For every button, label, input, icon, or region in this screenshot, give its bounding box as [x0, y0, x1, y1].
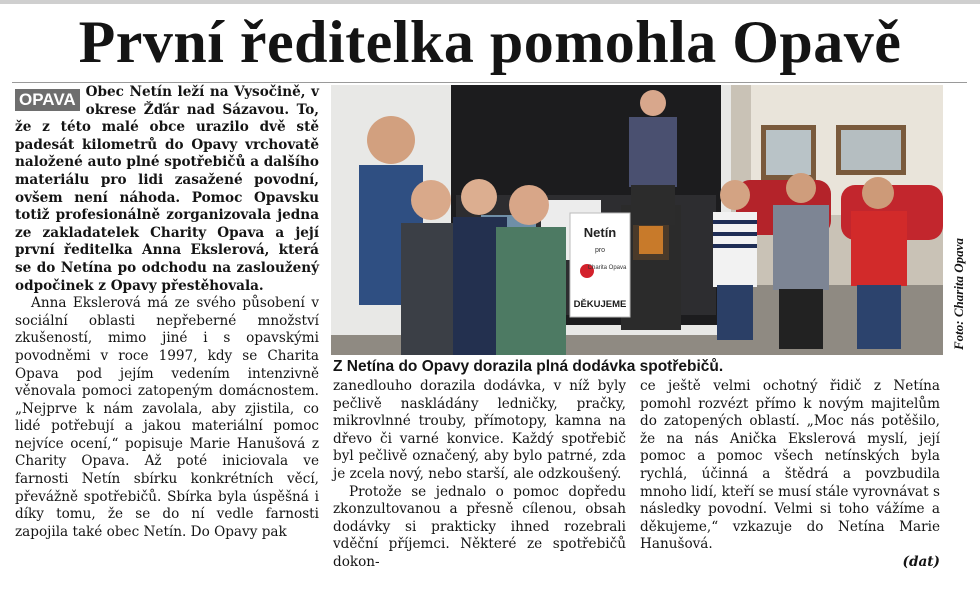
- article-body-paragraph: Protože se jednalo o pomoc dopředu zkonzultovanou a přesně cílenou, obsah dodávky si prakticky ihned rozebrali vděční příjemci. Některé ze spotřebičů dokon-: [333, 483, 626, 570]
- sign-thanks: DĚKUJEME: [573, 299, 627, 310]
- sign-title: Netín: [583, 225, 617, 240]
- sign-small-text: pro: [594, 247, 606, 254]
- author-signature: (dat): [902, 553, 940, 570]
- article-column-3: [640, 378, 940, 572]
- article-body-paragraph: Anna Ekslerová má ze svého působení v sociální oblasti nepřeberné množství zkušeností, mimo jiné i s opavskými povodněmi v roce 1997, kdy se Charita Opava pod jejím vedením intenzivně věnovala pomoci zatopeným domácnostem. „Nejprve k nám zavolala, aby zjistila, co lidé potřebují a jakou materiální pomoc nejvíce ocení,“ popisuje Marie Hanušová z Charity Opava. Až poté iniciovala ve farnosti Netín sbírku konkrétních věcí, převážně spotřebičů. Sbírka byla úspěšná i díky tomu, že se do ní vedle farnosti zapojila také obec Netín. Do Opavy pak: [15, 295, 319, 540]
- article-photo: [331, 85, 943, 355]
- article-headline: První ředitelka pomohla Opavě: [78, 9, 902, 75]
- headline-rule: [12, 82, 967, 83]
- location-kicker: OPAVA: [15, 89, 80, 111]
- photo-caption: Z Netína do Opavy dorazila plná dodávka spotřebičů.: [333, 358, 724, 375]
- article-body-paragraph: ce ještě velmi ochotný řidič z Netína pomohl rozvézt přímo k novým majitelům do zatopených oblastí. „Moc nás potěšilo, že na nás Anička Ekslerová myslí, její pomoc a pomoc všech netínských byla rychlá, účinná a štědrá a povzbudila mnoho lidí, kteří se musí stále vyrovnávat s následky povodní. Velmi si toho vážíme a děkujeme,“ vzkazuje do Netína Marie Hanušová.: [640, 378, 940, 553]
- article-column-1: [15, 84, 319, 541]
- article-column-2: [333, 378, 626, 572]
- top-border: [0, 0, 980, 4]
- sign-logo-text: Charita Opava: [587, 265, 627, 271]
- article-lead: Obec Netín leží na Vysočině, v okrese Žďár nad Sázavou. To, že z této malé obce urazilo dvě stě padesát kilometrů do Opavy vrchovatě naložené auto plné spotřebičů a dalšího materiálu pro lidi zasažené povodní, ovšem není náhoda. Pomoc Opavsku totiž profesionálně zorganizovala jedna ze zakladatelek Charity Opava a její první ředitelka Anna Ekslerová, která se do Netína po odchodu na zasloužený odpočinek z Opavy přestěhovala.: [15, 84, 319, 294]
- photo-illustration: [331, 85, 943, 355]
- article-body-paragraph: zanedlouho dorazila dodávka, v níž byly pečlivě naskládány ledničky, pračky, mikrovlnné trouby, přímotopy, kamna na dřevo či varné konvice. Každý spotřebič byl pečlivě označený, aby bylo patrné, zda je zcela nový, nebo starší, ale odzkoušený.: [333, 378, 626, 482]
